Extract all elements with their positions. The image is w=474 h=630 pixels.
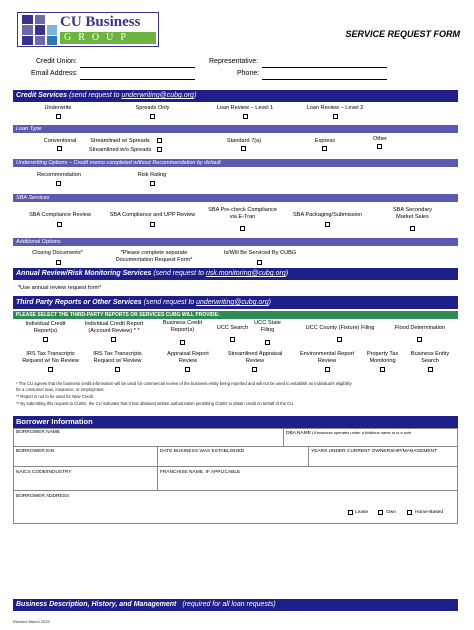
representative-field[interactable]	[262, 67, 387, 68]
conventional-checkbox[interactable]	[57, 146, 62, 151]
divider	[157, 446, 158, 490]
option-spreads-only: Spreads Only	[135, 105, 170, 111]
home-based-checkbox[interactable]	[407, 510, 412, 515]
divider	[283, 428, 284, 446]
tp-ucc-state: UCC State Filing	[254, 320, 281, 333]
serviced-by-cubg-checkbox[interactable]	[257, 260, 262, 265]
third-party-title: Third Party Reports or Other Services	[16, 299, 142, 306]
tp-ucc-search-checkbox[interactable]	[230, 337, 235, 342]
option-standard-7a: Standard 7(a)	[226, 138, 262, 144]
risk-rating-checkbox[interactable]	[150, 181, 155, 186]
tp-business-credit: Business Credit Report(s)	[162, 320, 203, 333]
note-3: ** Report is not to be used for New Credit	[16, 394, 93, 399]
option-other: Other	[373, 136, 387, 142]
borrower-name-field[interactable]	[16, 436, 280, 445]
tp-business-entity: Business Entity Search	[410, 351, 450, 364]
tp-irs-review-checkbox[interactable]	[115, 367, 120, 372]
loan-review-2-checkbox[interactable]	[333, 114, 338, 119]
recommendation-checkbox[interactable]	[56, 181, 61, 186]
loan-review-1-checkbox[interactable]	[243, 114, 248, 119]
option-loan-review-2: Loan Review – Level 2	[306, 105, 364, 111]
sba-compliance-upp-checkbox[interactable]	[150, 222, 155, 227]
tp-individual-credit-account-checkbox[interactable]	[111, 337, 116, 342]
tp-property-tax: Property Tax Monitoring	[366, 351, 399, 364]
sba-compliance-checkbox[interactable]	[57, 222, 62, 227]
divider	[13, 446, 458, 447]
business-description-header	[13, 599, 458, 611]
borrower-ein-label: BORROWER EIN	[16, 449, 55, 454]
credit-services-email-link[interactable]: underwriting@cubg.org	[121, 92, 194, 99]
naics-label: NAICS CODE/INDUSTRY	[16, 470, 72, 475]
third-party-email-link[interactable]: underwriting@cubg.org	[196, 299, 269, 306]
dba-name-field[interactable]	[286, 436, 454, 445]
lease-checkbox[interactable]	[348, 510, 353, 515]
underwrite-checkbox[interactable]	[56, 114, 61, 119]
tp-appraisal: Appraisal Report Review	[167, 351, 209, 364]
option-closing-docs: Closing Documents*	[32, 250, 83, 256]
option-underwrite: Underwrite	[44, 105, 72, 111]
tp-irs-review: IRS Tax Transcripts Request w/ Review	[93, 351, 142, 364]
tp-ucc-county: UCC County (Fixture) Filing	[305, 325, 375, 331]
sba-secondary-checkbox[interactable]	[410, 226, 415, 231]
dba-name-text: DBA NAME	[286, 431, 311, 436]
option-conventional: Conventional	[43, 138, 77, 144]
business-description-field[interactable]	[13, 611, 458, 619]
option-loan-review-1: Loan Review – Level 1	[216, 105, 274, 111]
annual-review-header	[13, 268, 458, 280]
franchise-field[interactable]	[160, 476, 455, 488]
tp-irs-no-review: IRS Tax Transcripts Request w/ No Review	[22, 351, 79, 364]
logo-line2: GROUP	[64, 32, 133, 43]
other-checkbox[interactable]	[377, 144, 382, 149]
credit-services-header	[13, 90, 458, 102]
spreads-only-checkbox[interactable]	[150, 114, 155, 119]
borrower-address-field[interactable]	[16, 500, 336, 520]
note-4: ** By submitting this request to CUBG, the CU indicates that it has obtained written authorization permitting CUBG to obtain credit on behalf of the CU.	[16, 401, 295, 406]
naics-field[interactable]	[16, 476, 154, 488]
representative-label: Representative:	[209, 58, 259, 65]
credit-services-send-prefix: (send request to	[68, 92, 122, 99]
closing-docs-checkbox[interactable]	[56, 260, 61, 265]
tp-streamlined-appraisal-checkbox[interactable]	[252, 367, 257, 372]
divider	[13, 490, 458, 491]
third-party-send-suffix: )	[268, 299, 271, 306]
date-established-label: DATE BUSINESS WAS ESTABLISHED	[160, 449, 245, 454]
credit-union-field[interactable]	[80, 67, 195, 68]
phone-field[interactable]	[262, 79, 387, 80]
form-title: SERVICE REQUEST FORM	[345, 29, 460, 39]
borrower-ein-field[interactable]	[16, 455, 154, 465]
dba-name-note: (If business operates under a fictitious name or is a sole	[312, 430, 412, 435]
tp-ucc-county-checkbox[interactable]	[337, 337, 342, 342]
option-recommendation: Recommendation	[37, 172, 81, 178]
sba-packaging-checkbox[interactable]	[325, 222, 330, 227]
streamlined-spreads-checkbox[interactable]	[157, 138, 162, 143]
revised-date: Revised March 2025	[13, 619, 50, 624]
tp-business-credit-checkbox[interactable]	[180, 340, 185, 345]
business-description-title: Business Description, History, and Management	[16, 601, 177, 608]
third-party-select-note: PLEASE SELECT THE THIRD-PARTY REPORTS OR SERVICES CUBG WILL PROVIDE:	[13, 311, 458, 319]
tp-appraisal-checkbox[interactable]	[185, 367, 190, 372]
sba-services-header: SBA Services	[13, 194, 458, 202]
loan-type-header: Loan Type	[13, 125, 458, 133]
logo-line1: CU Business	[60, 14, 141, 30]
borrower-address-label: BORROWER ADDRESS	[16, 494, 70, 499]
tp-property-tax-checkbox[interactable]	[380, 367, 385, 372]
tp-individual-credit-account: Individual Credit Report (Account Review) * *	[84, 321, 144, 334]
tp-ucc-search: UCC Search	[216, 325, 249, 331]
tp-flood: Flood Determination	[394, 325, 446, 331]
email-field[interactable]	[80, 79, 195, 80]
borrower-info-header: Borrower Information	[13, 416, 458, 428]
tp-individual-credit-checkbox[interactable]	[43, 337, 48, 342]
streamlined-no-spreads-checkbox[interactable]	[157, 147, 162, 152]
credit-union-label: Credit Union:	[36, 58, 77, 65]
tp-ucc-state-checkbox[interactable]	[265, 340, 270, 345]
tp-irs-no-review-checkbox[interactable]	[48, 367, 53, 372]
option-serviced-by-cubg: Is/Will Be Serviced By CUBG	[223, 250, 297, 256]
divider	[13, 466, 458, 467]
option-streamlined-spreads: Streamlined w/ Spreads	[90, 138, 150, 144]
logo-cubes-icon	[20, 14, 60, 46]
additional-options-header: Additional Options	[13, 238, 458, 246]
tp-individual-credit: Individual Credit Report(s)	[25, 321, 66, 334]
option-sba-compliance: SBA Compliance Review	[29, 212, 91, 218]
third-party-header	[13, 296, 458, 309]
option-sba-compliance-upp: SBA Compliance and UPP Review	[109, 212, 196, 218]
annual-send-suffix: )	[285, 270, 289, 277]
annual-review-title: Annual Review/Risk Monitoring Services	[16, 270, 152, 277]
logo	[17, 12, 159, 47]
third-party-send-prefix: (send request to	[143, 299, 197, 306]
credit-services-send-suffix: )	[193, 92, 197, 99]
note-2: for a consumer loan, insurance, or employment.	[16, 387, 105, 392]
standard-7a-checkbox[interactable]	[241, 146, 246, 151]
option-sba-precheck: SBA Pre-check Compliance via E-Tran	[208, 207, 277, 220]
tp-flood-checkbox[interactable]	[417, 337, 422, 342]
date-established-field[interactable]	[160, 455, 305, 465]
documentation-request-note: *Please complete separate Documentation Request Form*	[115, 250, 193, 263]
credit-services-title: Credit Services	[16, 92, 67, 99]
tp-business-entity-checkbox[interactable]	[428, 367, 433, 372]
divider	[308, 446, 309, 466]
option-express: Express	[314, 138, 336, 144]
own-label: Own	[386, 510, 396, 515]
years-ownership-label: YEARS UNDER CURRENT OWNERSHIP/MANAGEMENT	[311, 449, 437, 454]
borrower-name-label: BORROWER NAME	[16, 430, 60, 435]
express-checkbox[interactable]	[322, 146, 327, 151]
tp-environmental: Environmental Report Review	[299, 351, 355, 364]
years-ownership-field[interactable]	[311, 455, 455, 465]
option-sba-packaging: SBA Packaging/Submission	[292, 212, 363, 218]
tp-streamlined-appraisal: Streamlined Appraisal Review	[227, 351, 283, 364]
tp-environmental-checkbox[interactable]	[325, 367, 330, 372]
home-based-label: Home-Based	[415, 510, 443, 515]
business-description-sub: (required for all loan requests)	[182, 601, 276, 608]
option-sba-secondary: SBA Secondary Market Sales	[392, 207, 433, 220]
annual-review-form-note: *Use annual review request form*	[18, 285, 102, 291]
option-risk-rating: Risk Rating	[137, 172, 167, 178]
uw-options-header: Underwriting Options – Credit memo completed without Recommendation by default	[13, 159, 458, 167]
sba-precheck-checkbox[interactable]	[240, 226, 245, 231]
note-1: * The CU agrees that the business credit information will be used for commercial review of the business entity being reported and will not be used to establish an individual's eligibility	[16, 381, 352, 386]
option-streamlined-no-spreads: Streamlined w/o Spreads	[88, 147, 152, 153]
annual-email-link[interactable]: risk.monitoring@cubg.org	[205, 270, 286, 277]
own-checkbox[interactable]	[378, 510, 383, 515]
phone-label: Phone:	[237, 70, 260, 77]
lease-label: Lease	[355, 510, 369, 515]
franchise-label: FRANCHISE NAME, IF APPLICABLE	[160, 470, 241, 475]
email-label: Email Address:	[31, 70, 78, 77]
annual-send-prefix: (send request to	[153, 270, 206, 277]
